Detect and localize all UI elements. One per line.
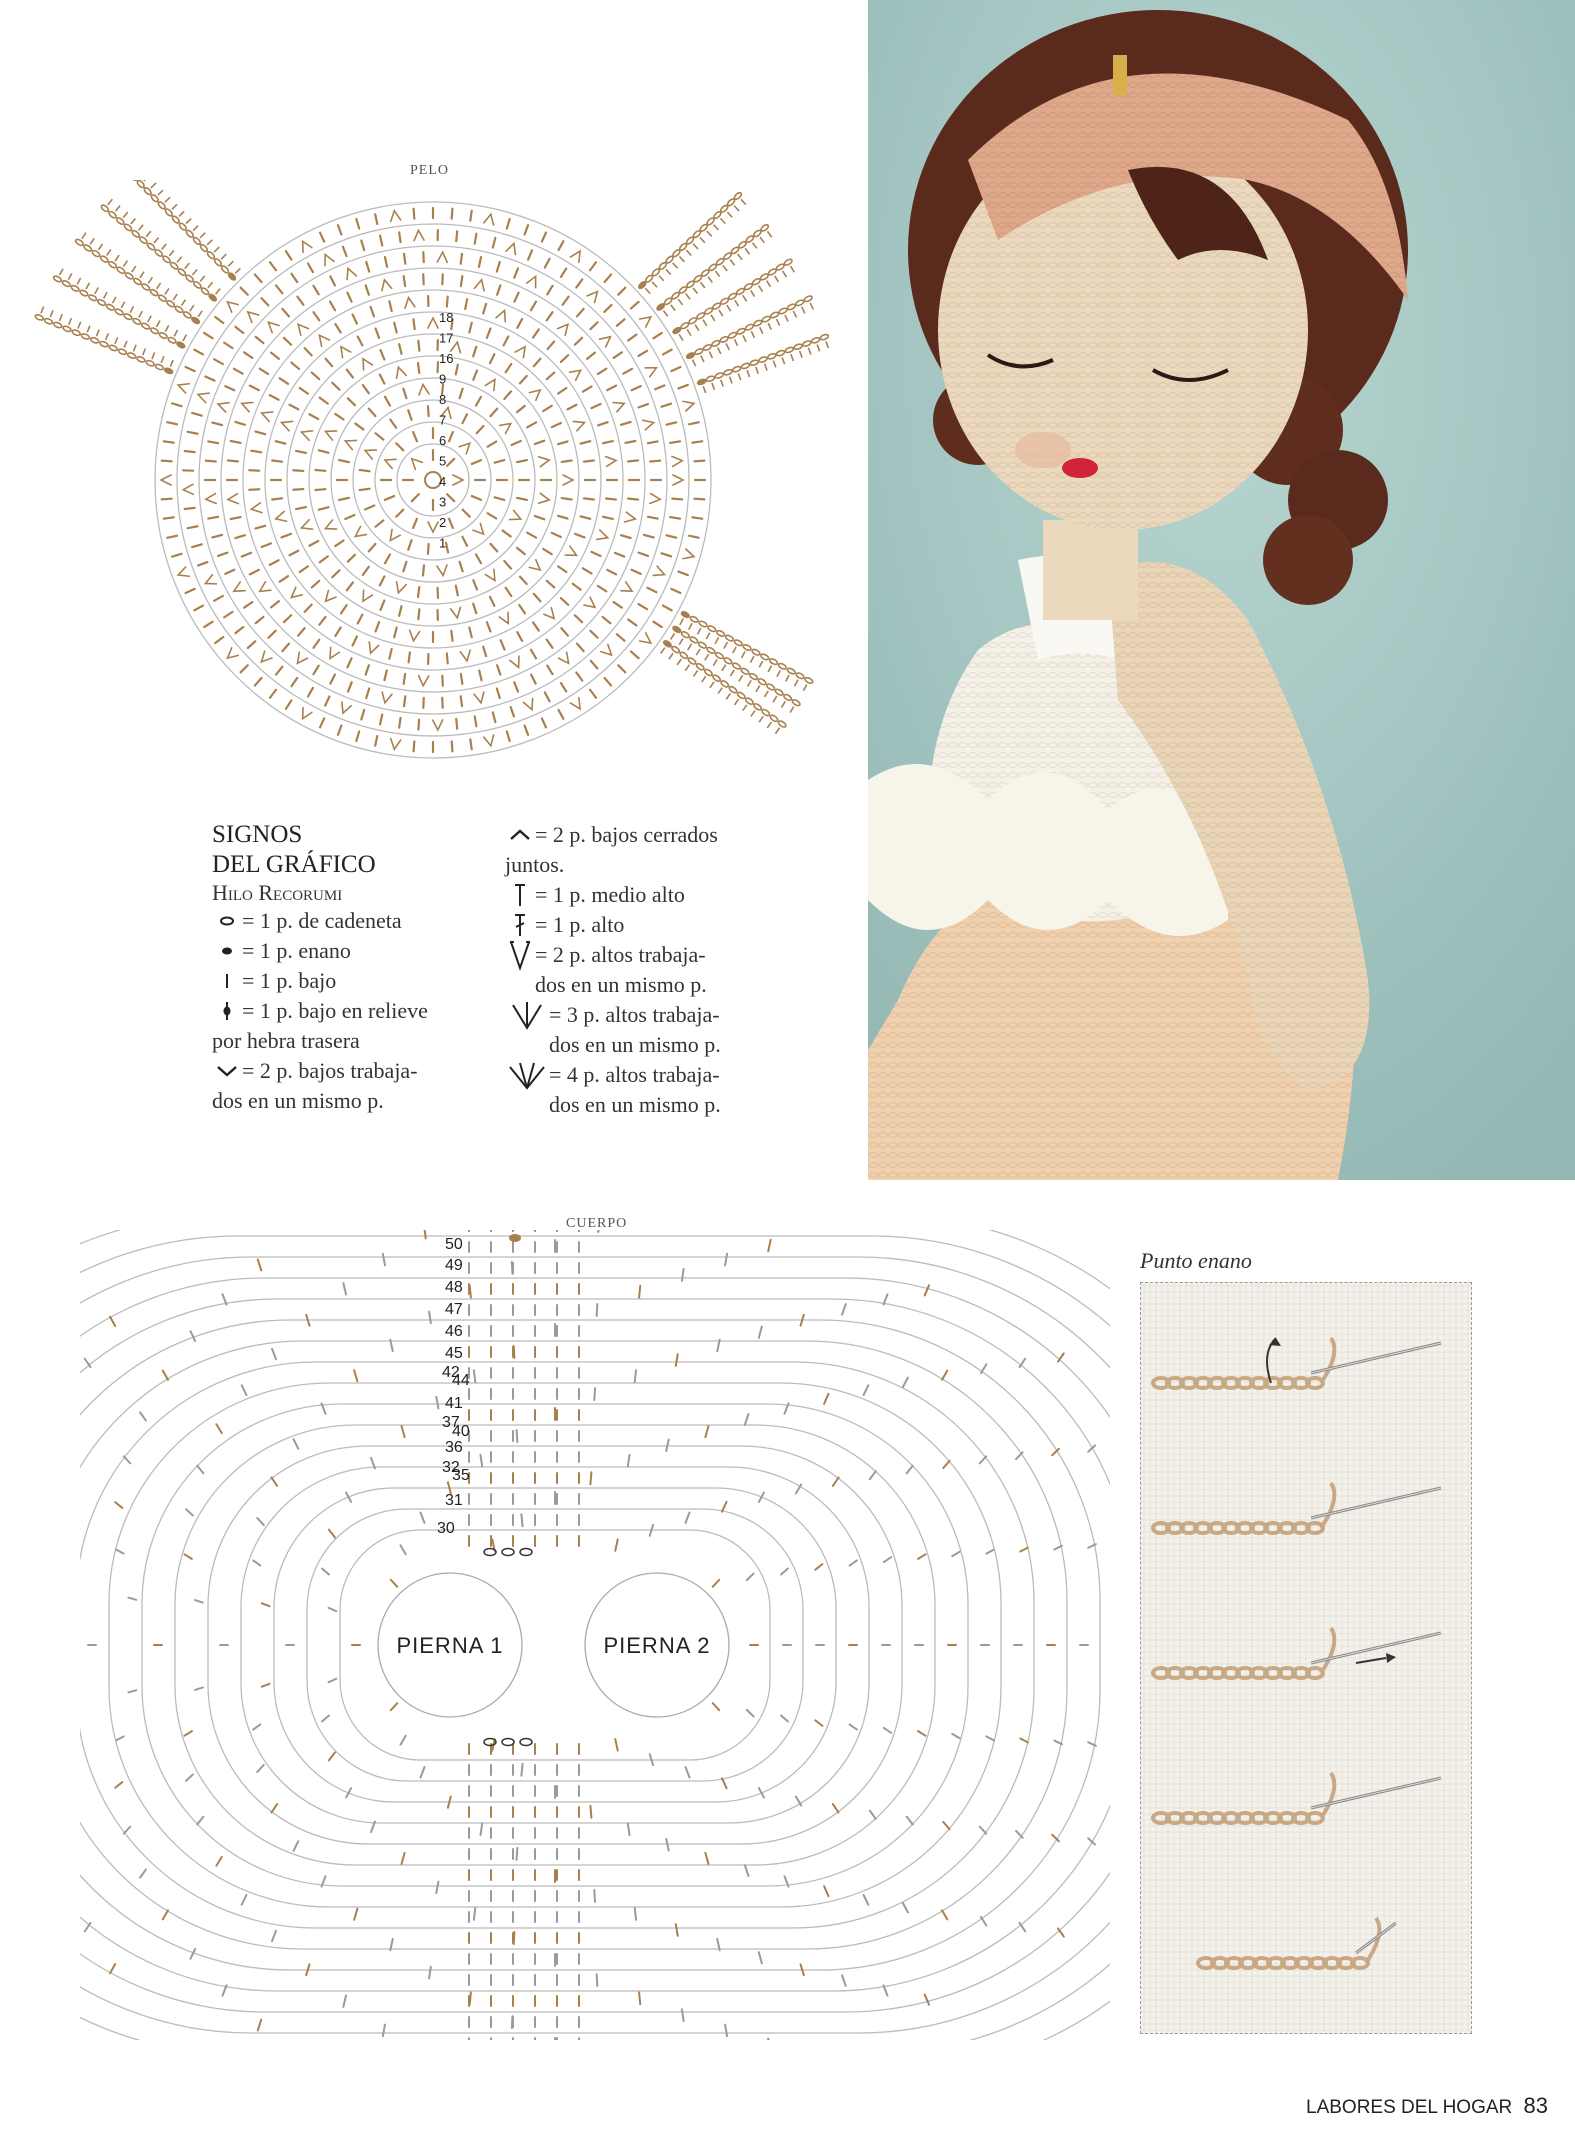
svg-text:44: 44 [452, 1372, 470, 1389]
sc-increase-icon [212, 1056, 242, 1086]
pelo-chart [30, 180, 870, 780]
svg-text:41: 41 [445, 1395, 463, 1412]
legend-row [505, 820, 785, 850]
three-dc-same-icon [505, 1000, 549, 1030]
cuerpo-chart [80, 1230, 1110, 2040]
slip-stitch-icon [212, 936, 242, 966]
svg-text:49: 49 [445, 1257, 463, 1274]
svg-text:36: 36 [445, 1439, 463, 1456]
legend-brand: Hilo Recorumi [212, 880, 343, 905]
svg-text:30: 30 [437, 1520, 455, 1537]
sc-decrease-icon [505, 820, 535, 850]
svg-text:6: 6 [439, 433, 447, 448]
legend-text: dos en un mismo p. [212, 1088, 384, 1113]
legend-title-1: SIGNOS [212, 821, 303, 848]
svg-text:35: 35 [452, 1467, 470, 1484]
legend-text: dos en un mismo p. [549, 1092, 721, 1117]
two-dc-same-icon [505, 940, 535, 970]
legend-row [212, 1056, 502, 1086]
pierna-2-label: PIERNA 2 [603, 1633, 711, 1658]
legend-row [505, 940, 785, 970]
legend-row [212, 996, 502, 1026]
legend-row [212, 1086, 502, 1116]
punto-enano-panel [1140, 1282, 1472, 2034]
legend-text: = 1 p. alto [535, 912, 625, 937]
legend-text: = 1 p. enano [242, 938, 351, 963]
svg-text:40: 40 [452, 1423, 470, 1440]
svg-text:50: 50 [445, 1236, 463, 1253]
legend-row [505, 1090, 785, 1120]
legend-row [212, 936, 502, 966]
svg-text:31: 31 [445, 1492, 463, 1509]
legend-row [212, 906, 502, 936]
four-dc-same-icon [505, 1060, 549, 1090]
svg-text:7: 7 [439, 412, 447, 428]
svg-text:8: 8 [439, 392, 447, 407]
legend-text: = 2 p. altos trabaja- [535, 942, 706, 967]
page-number: 83 [1523, 2093, 1549, 2118]
cuerpo-caption: CUERPO [566, 1216, 628, 1231]
legend-text: = 1 p. bajo [242, 968, 337, 993]
svg-text:2: 2 [439, 515, 447, 530]
pierna-1-label: PIERNA 1 [396, 1633, 504, 1658]
legend-row [505, 910, 785, 940]
svg-text:5: 5 [439, 453, 447, 469]
svg-text:18: 18 [439, 310, 454, 325]
svg-text:16: 16 [439, 351, 454, 366]
doll-photo [868, 0, 1575, 1180]
legend-text: = 2 p. bajos trabaja- [242, 1058, 418, 1083]
back-loop-sc-icon [212, 996, 242, 1026]
chain-stitch-icon [212, 906, 242, 936]
svg-text:4: 4 [439, 474, 447, 489]
legend-text: por hebra trasera [212, 1028, 360, 1053]
double-crochet-icon [505, 910, 535, 940]
pelo-caption: PELO [410, 163, 449, 178]
svg-text:32: 32 [442, 1459, 460, 1476]
svg-text:45: 45 [445, 1345, 463, 1362]
svg-text:1: 1 [439, 535, 447, 551]
legend-left [212, 820, 502, 1116]
footer [1306, 2093, 1548, 2119]
legend-row [505, 1000, 785, 1030]
legend-text: = 4 p. altos trabaja- [549, 1062, 720, 1087]
legend-row [505, 850, 785, 880]
legend-row [505, 1060, 785, 1090]
svg-text:46: 46 [445, 1323, 463, 1340]
svg-text:42: 42 [442, 1364, 460, 1381]
svg-text:48: 48 [445, 1279, 463, 1296]
legend-row [505, 880, 785, 910]
legend-text: juntos. [505, 852, 565, 877]
legend-text: = 1 p. medio alto [535, 882, 685, 907]
legend-text: = 1 p. bajo en relieve [242, 998, 428, 1023]
legend-title-2: DEL GRÁFICO [212, 851, 376, 878]
legend-text: dos en un mismo p. [535, 972, 707, 997]
magazine-name: LABORES DEL HOGAR [1306, 2097, 1513, 2118]
legend-right [505, 820, 785, 1120]
svg-text:17: 17 [439, 330, 454, 346]
legend-row [212, 1026, 502, 1056]
legend-row [505, 970, 785, 1000]
legend-row [212, 966, 502, 996]
single-crochet-icon [212, 966, 242, 996]
legend-text: = 1 p. de cadeneta [242, 908, 402, 933]
legend-text: dos en un mismo p. [549, 1032, 721, 1057]
svg-text:3: 3 [439, 494, 447, 510]
svg-text:37: 37 [442, 1414, 460, 1431]
svg-text:9: 9 [439, 371, 447, 387]
legend-text: = 3 p. altos trabaja- [549, 1002, 720, 1027]
punto-enano-title: Punto enano [1140, 1248, 1252, 1273]
legend-text: = 2 p. bajos cerrados [535, 822, 718, 847]
legend-row [505, 1030, 785, 1060]
svg-text:47: 47 [445, 1301, 463, 1318]
half-double-crochet-icon [505, 880, 535, 910]
